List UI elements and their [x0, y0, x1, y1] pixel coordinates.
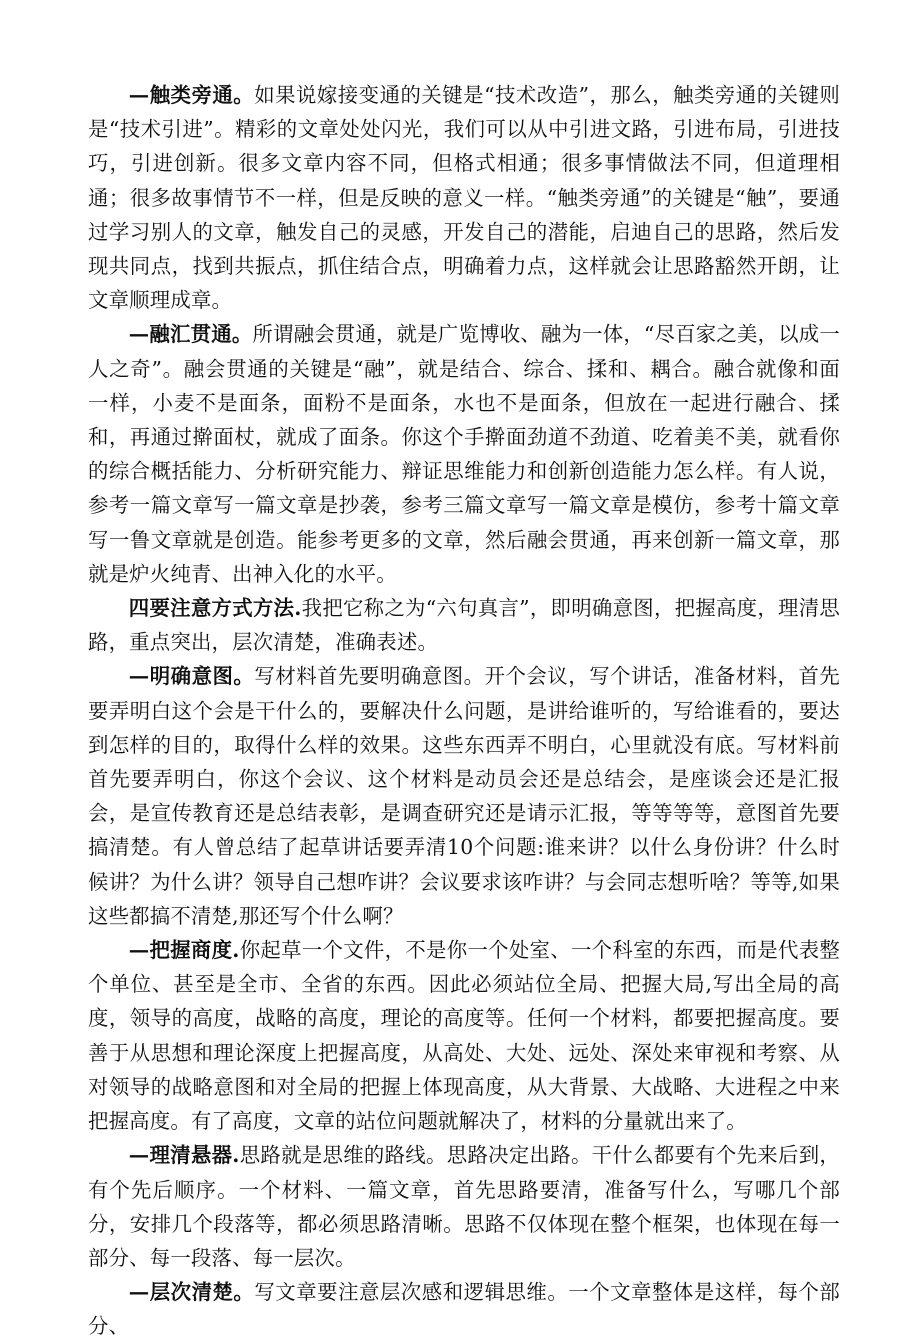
paragraph-heading: —把握商度. [128, 938, 240, 963]
paragraph-body: 你起草一个文件，不是你一个处室、一个科室的东西，而是代表整个单位、甚至是全市、全省的东西。因此必须站位全局、把握大局,写出全局的高度，领导的高度，战略的高度，理论的高度等。任何一个材料，都要把握高度。要善于从思想和理论深度上把握高度，从高处、大处、远处、深处来审视和考察、从对领导的战略意图和对全局的把握上体现高度，从大背景、大战略、大进程之中来把握高度。有了高度，文章的站位问题就解决了，材料的分量就出来了。 [88, 938, 840, 1134]
paragraph-heading: —层次清楚。 [128, 1280, 255, 1305]
paragraph-fangshi-fangfa [88, 591, 840, 659]
paragraph-body: 思路就是思维的路线。思路决定出路。干什么都要有个先来后到，有个先后顺序。一个材料、一篇文章，首先思路要清，准备写什么，写哪几个部分，安排几个段落等，都必须思路清晰。思路不仅体现在整个框架，也体现在每一部分、每一段落、每一层次。 [88, 1143, 840, 1270]
paragraph-mingque-yitu [88, 659, 840, 933]
paragraph-heading: —理清悬器. [128, 1143, 240, 1168]
document-page [88, 78, 840, 1344]
paragraph-ronghui-guantong [88, 317, 840, 591]
paragraph-body: 写材料首先要明确意图。开个会议，写个讲话，准备材料，首先要弄明白这个会是干什么的，要解决什么问题，是讲给谁听的，写给谁看的，要达到怎样的目的，取得什么样的效果。这些东西弄不明白，心里就没有底。写材料前首先要弄明白，你这个会议、这个材料是动员会还是总结会，是座谈会还是汇报会，是宣传教育还是总结表彰，是调查研究还是请示汇报，等等等等，意图首先要搞清楚。有人曾总结了起草讲话要弄清10个问题:谁来讲？以什么身份讲？什么时候讲？为什么讲？领导自己想咋讲？会议要求该咋讲？与会同志想听啥？等等,如果这些都搞不清楚,那还写个什么啊？ [88, 664, 840, 928]
paragraph-chulei-pangtong [88, 78, 840, 317]
paragraph-heading: —融汇贯通。 [128, 322, 253, 347]
paragraph-heading: 四要注意方式方法. [128, 596, 302, 621]
paragraph-heading: —触类旁通。 [128, 83, 255, 107]
paragraph-cengci-qingchu [88, 1275, 840, 1343]
paragraph-body: 所谓融会贯通，就是广览博收、融为一体，“尽百家之美，以成一人之奇”。融会贯通的关键是“融”，就是结合、综合、揉和、耦合。融合就像和面一样，小麦不是面条，面粉不是面条，水也不是面条，但放在一起进行融合、揉和，再通过擀面杖，就成了面条。你这个手擀面劲道不劲道、吃着美不美，就看你的综合概括能力、分析研究能力、辩证思维能力和创新创造能力怎么样。有人说，参考一篇文章写一篇文章是抄袭，参考三篇文章写一篇文章是模仿，参考十篇文章写一鲁文章就是创造。能参考更多的文章，然后融会贯通，再来创新一篇文章，那就是炉火纯青、出神入化的水平。 [88, 322, 840, 586]
paragraph-body: 我把它称之为“六句真言”，即明确意图，把握高度，理清思路，重点突出，层次清楚，准确表述。 [88, 596, 840, 655]
paragraph-body: 写文章要注意层次感和逻辑思维。一个文章整体是这样，每个部分、 [88, 1280, 840, 1339]
paragraph-bawo-gaodu [88, 933, 840, 1138]
paragraph-heading: —明确意图。 [128, 664, 255, 689]
paragraph-liqing-silu [88, 1138, 840, 1275]
paragraph-body: 如果说嫁接变通的关键是“技术改造”，那么，触类旁通的关键则是“技术引进”。精彩的文章处处闪光，我们可以从中引进文路，引进布局，引进技巧，引进创新。很多文章内容不同，但格式相通；很多事情做法不同，但道理相通；很多故事情节不一样，但是反映的意义一样。“触类旁通”的关键是“触”，要通过学习别人的文章，触发自己的灵感，开发自己的潜能，启迪自己的思路，然后发现共同点，找到共振点，抓住结合点，明确着力点，这样就会让思路豁然开朗，让文章顺理成章。 [88, 83, 840, 313]
